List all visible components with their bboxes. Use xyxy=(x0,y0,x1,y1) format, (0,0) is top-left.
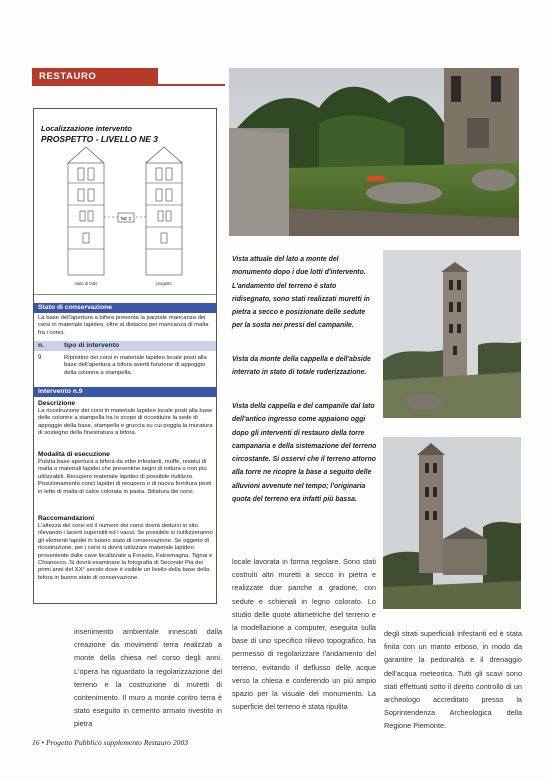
tipo-col-n: n. xyxy=(38,342,45,349)
drawing-location-title: PROSPETTO - LIVELLO NE 3 xyxy=(41,134,158,144)
stato-header: Stato di conservazione xyxy=(34,303,216,313)
section-title: RESTAURO CONSERVATIVO xyxy=(39,71,121,99)
caption-site-view: Vista attuale del lato a monte del monumento dopo i due lotti d'intervento. L'andamento del terreno è stato ridisegnato, sono stati realizzati muretti in pietra a secco e posizionate delle sedute per la sosta nei pressi del campanile. xyxy=(232,256,370,330)
descrizione-text: La ricostruzione dei corsi in materiale lapideo locale posti alla base delle colonne a stampella ha lo scopo di ricostituire la sede di appoggio della base, stampella e gruccia su cui poggia la muratura di sostegno della finestratura a bifora. xyxy=(38,408,213,437)
tipo-col-tipo: tipo di intervento xyxy=(64,342,120,349)
stato-text: La base dell'apertura a bifora presenta la parziale mancanza dei corsi in materiale lapideo, oltre al distacco per mancanza di malta fra i conci. xyxy=(38,315,209,336)
modalita-text: Pulizia base apertura a bifora da erbe infestanti, muffe, residui di malta o materiali lapidei che presentino segni di rottura o non più utilizzabili. Recupero materiale lapideo di possibile riutilizzo. Posizionamento conci lapidei di recupero o di nuova fornitura posti in letto di malta di calce colorata in pasta. Stilatura dei corsi. xyxy=(38,459,212,495)
tipo-row-text: Ripristino dei corsi in materiale lapideo locale posti alla base dell'apertura a bifora aventi funzione di appoggio della colonna a stampella. xyxy=(64,355,207,376)
drawing-location-label: Localizzazione intervento xyxy=(41,124,132,133)
raccomandazioni-heading: Raccomandazioni xyxy=(38,515,95,522)
right-drawing-caption: progetto xyxy=(156,281,172,286)
modalita-heading: Modalità di esecuzione xyxy=(38,451,110,458)
body-column-2: locale lavorata in forma regolare. Sono stati costruiti altri muretti a secco in pietra e realizzate due panche a gradone, con sedute e schienali in legno colorato. Lo studio delle quote altimetriche del terreno e la modellazione a computer, eseguita sulla base di uno specifico rilievo topografico, ha permesso di regolarizzare l'andamento del terreno, evitando il deflusso delle acque verso la chiesa e conferendo un più ampio spazio per la visuale del monumento. La superficie del terreno è stata ripulita xyxy=(232,557,376,712)
descrizione-heading: Descrizione xyxy=(38,400,76,407)
caption-chapel-and-tower: Vista della cappella e del campanile dal lato dell'antico ingresso come appaiono oggi dopo gli interventi di restauro della torre campanaria e della sistemazione del terreno circostante. Si osservi che il terreno attorno alla torre ne ricopre la base a seguito delle alluvioni avvenute nel tempo; l'originaria quota del terreno era infatti più bassa. xyxy=(232,403,377,504)
ne-label: NE 3 xyxy=(120,216,132,221)
tipo-row-n: 9 xyxy=(38,355,42,361)
left-drawing-caption: stato di fatto xyxy=(74,281,98,286)
section-rule xyxy=(32,84,225,86)
body-column-3: degli strati superficiali infestanti ed è stata finita con un manto erboso, in modo da garantire la pedonalità e il drenaggio dell'acqua meteorica. Tutti gli scavi sono stati effettuati sotto il diretto controllo di un archeologo accreditato presso la Soprintendenza Archeologica della Regione Piemonte. xyxy=(384,629,522,731)
tipo-header-row xyxy=(34,341,216,351)
photo-site-view xyxy=(229,68,519,236)
caption-chapel-ruins: Vista da monte della cappella e dell'abside interrato in stato di totale ruderizzazione. xyxy=(232,356,371,377)
page-footer: 16 • Progetto Pubblico supplemento Restauro 2003 xyxy=(32,738,189,747)
section-header xyxy=(32,68,158,99)
technical-sheet xyxy=(33,108,217,604)
raccomandazioni-text: L'altezza dei corsi ed il numero dei conci dovrà dedursi in sito rilevando i lacerti superstiti ed i vacui. Se possibile si riutilizzeranno gli elementi lapidei in buono stato di conservazione. Se oggetto di ricostruzione, per i corsi si dovrà utilizzare materiale lapideo proveniente dalle cave localizzate a Forasto, Falcemagna, Tignai e Chianocco. Si dovrà esaminare la fotografia di Secondo Pia dei primi anni del XX° secolo dove è visibile un livello della base della bifora in buono stato di conservazione. xyxy=(38,523,213,581)
photo-chapel-and-tower xyxy=(383,437,521,609)
photo-bell-tower-from-hill xyxy=(383,250,521,418)
bell-tower-elevation-drawing xyxy=(34,143,216,295)
intervento-header: intervento n.9 xyxy=(34,387,216,397)
body-column-1: insenimento ambientale innescati dalla creazione da movimenti terra realizzati a monte della chiesa nel corso degli anni. L'opera ha riguardato la regolarizzazione del terreno e la costruzione di muretti di contenimento. Il muro a monte contro terra è stato eseguito in cemento armato rivestito in pietra xyxy=(74,627,222,729)
elevation-drawing xyxy=(34,109,216,295)
